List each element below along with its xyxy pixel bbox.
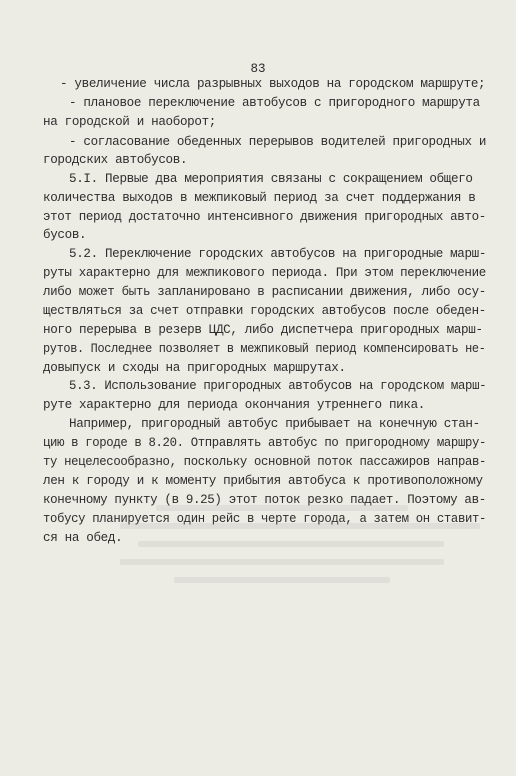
text-line: либо может быть запланировано в расписании движения, либо осу- [43, 285, 486, 299]
text-line: 5.2. Переключение городских автобусов на пригородные марш- [69, 247, 487, 261]
text-line: 5.I. Первые два мероприятия связаны с сокращением общего [69, 172, 473, 186]
text-line: рутов. Последнее позволяет в межпиковый период компенсировать не- [43, 342, 486, 356]
text-line: цию в городе в 8.20. Отправлять автобус по пригородному маршру- [43, 436, 487, 450]
text-line: 5.3. Использование пригородных автобусов на городском марш- [69, 379, 487, 393]
text-line: - согласование обеденных перерывов водителей пригородных и [69, 135, 487, 149]
text-line: руте характерно для периода окончания утреннего пика. [43, 398, 425, 412]
text-line: - увеличение числа разрывных выходов на городском маршруте; [60, 77, 486, 91]
text-line: городских автобусов. [43, 153, 188, 167]
text-line: ся на обед. [43, 531, 123, 545]
text-line: на городской и наоборот; [43, 115, 216, 129]
text-line: конечному пункту (в 9.25) этот поток резко падает. Поэтому ав- [43, 493, 486, 507]
text-line: тобусу планируется один рейс в черте города, а затем он ставит- [43, 512, 487, 526]
bleed-through-texture [120, 505, 480, 635]
text-line: ту нецелесообразно, поскольку основной поток пассажиров направ- [43, 455, 487, 469]
text-line: ного перерыва в резерв ЦДС, либо диспетчера пригородных марш- [43, 323, 483, 337]
page-number: 83 [250, 62, 266, 76]
text-line: этот период достаточно интенсивного движения пригородных авто- [43, 210, 486, 224]
text-line: довыпуск и сходы на пригородных маршрутах. [43, 361, 346, 375]
text-line: ществляться за счет отправки городских автобусов после обеден- [43, 304, 486, 318]
text-line: - плановое переключение автобусов с пригородного маршрута [69, 96, 480, 110]
text-line: Например, пригородный автобус прибывает на конечную стан- [69, 417, 480, 431]
text-line: бусов. [43, 228, 87, 242]
text-line: количества выходов в межпиковый период за счет поддержания в [43, 191, 476, 205]
text-line: лен к городу и к моменту прибытия автобуса к противоположному [43, 474, 483, 488]
text-line: руты характерно для межпикового периода. При этом переключение [43, 266, 486, 280]
